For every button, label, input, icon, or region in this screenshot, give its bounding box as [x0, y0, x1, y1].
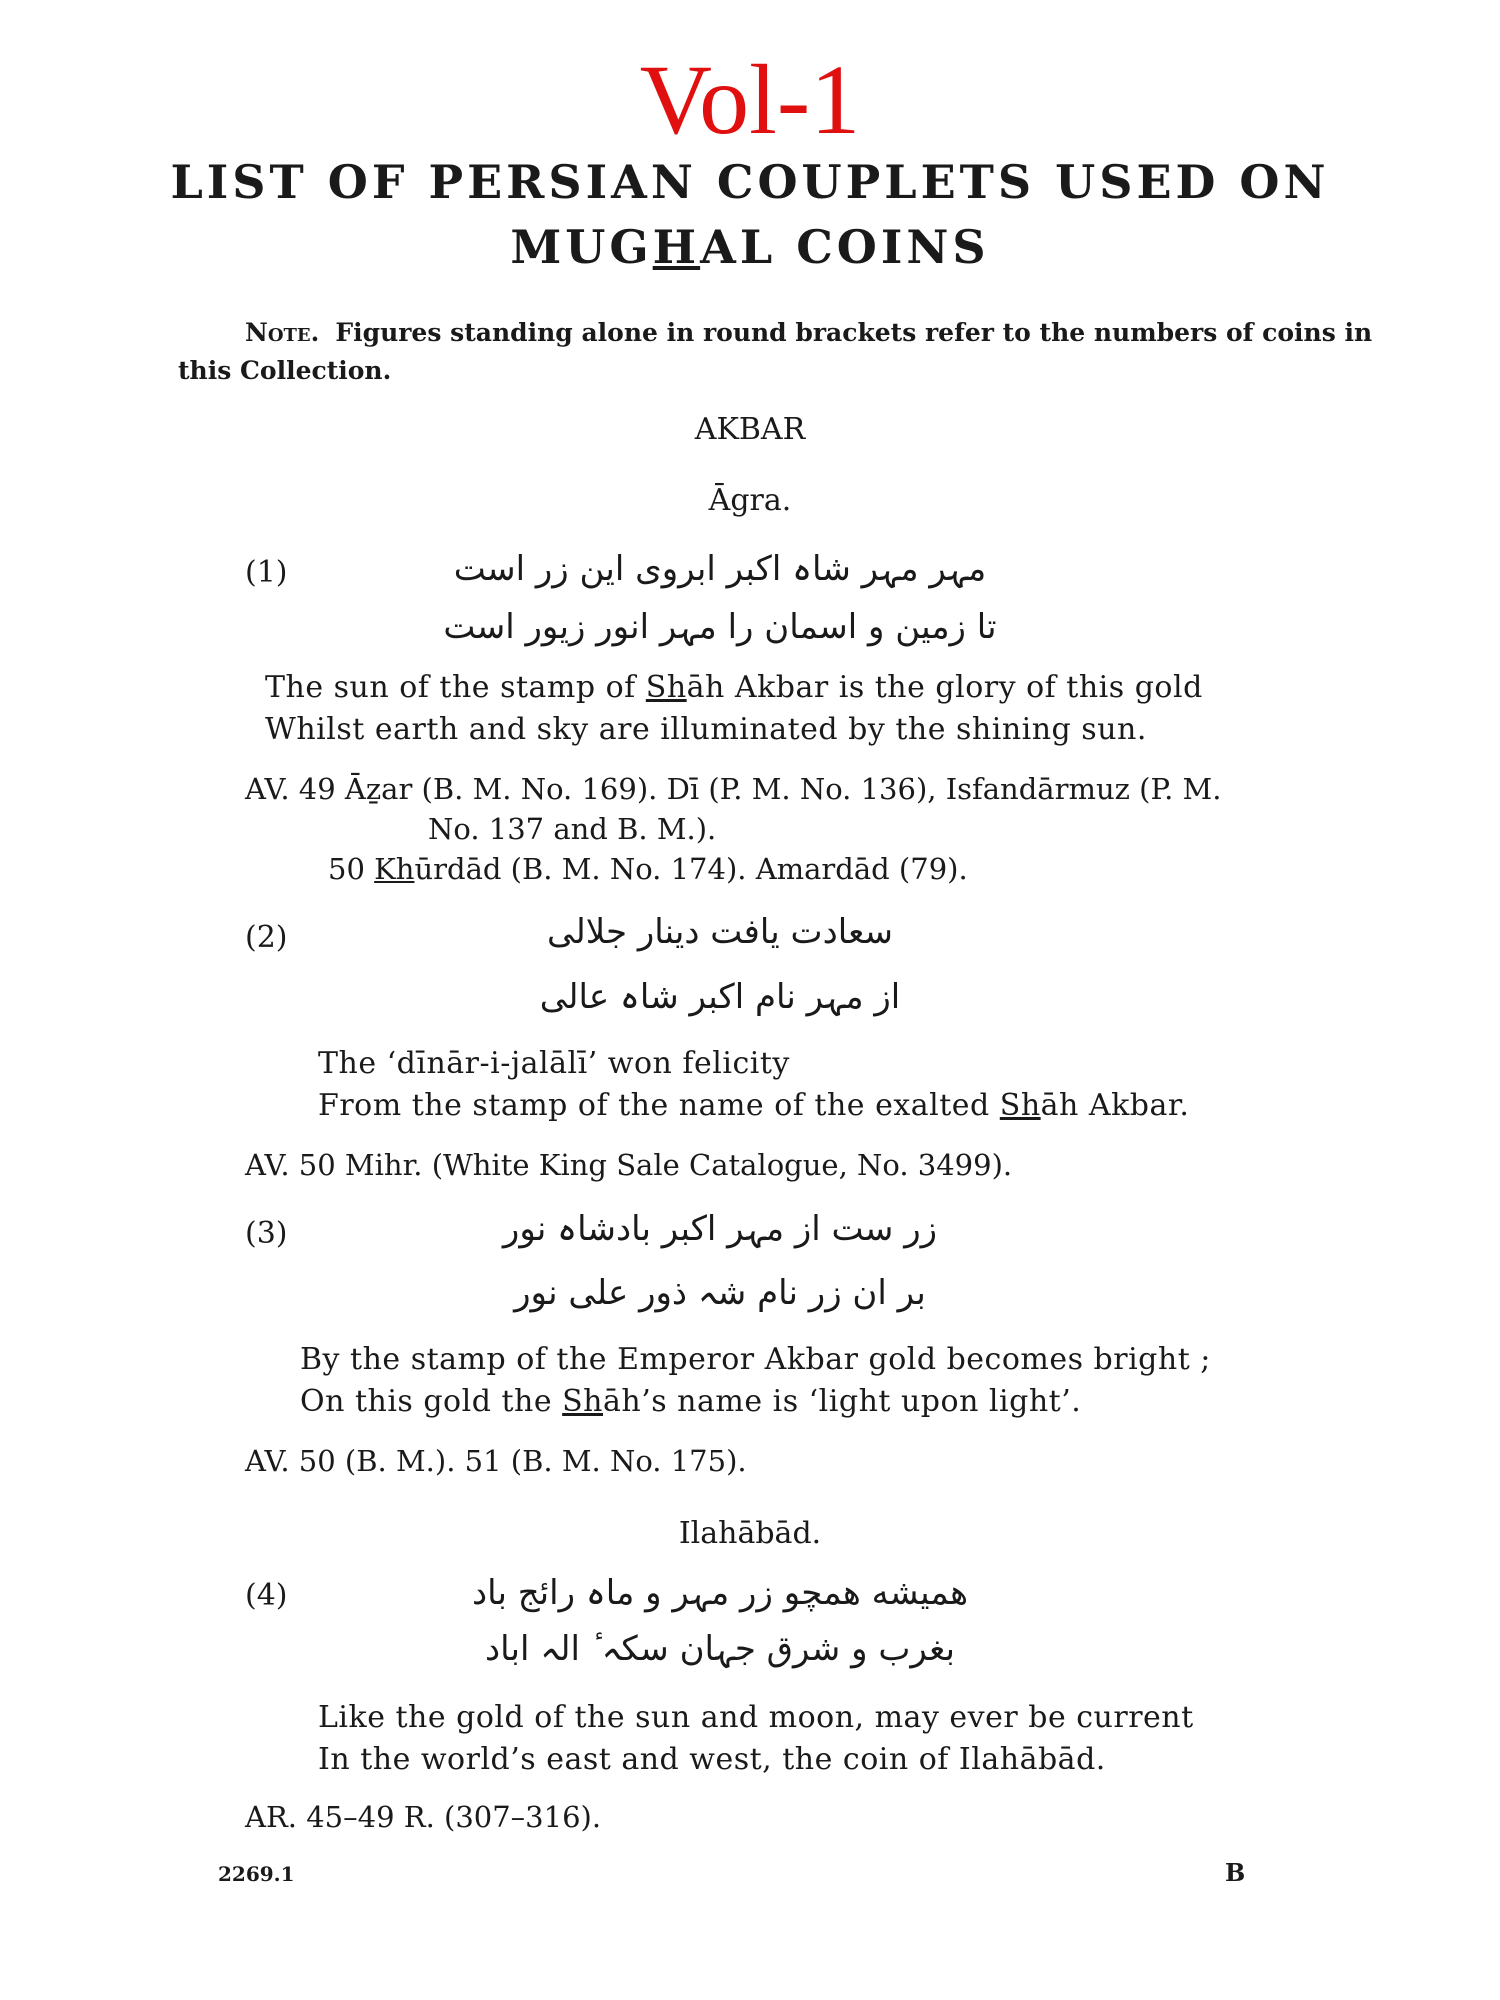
- subheading-ilahabad: Ilahābād.: [678, 1516, 822, 1551]
- couplet-number: (4): [245, 1578, 288, 1613]
- persian-verse-2: تا زمین و اسمان را مہر انور زیور است: [443, 607, 997, 647]
- translation-line-2: On this gold the Shāh’s name is ‘light upon light’.: [300, 1384, 1082, 1419]
- couplet-number: (3): [245, 1216, 288, 1251]
- section-heading-akbar: AKBAR: [694, 412, 806, 447]
- persian-verse-1: سعادت یافت دینار جلالی: [547, 912, 893, 952]
- coin-reference-1: AR. 45–49 R. (307–316).: [245, 1800, 602, 1834]
- translation-line-2: Whilst earth and sky are illuminated by the shining sun.: [265, 712, 1147, 747]
- persian-verse-1: مہر مہر شاہ اکبر ابروی این زر است: [453, 549, 987, 589]
- coin-reference-1: AV. 49 Āẕar (B. M. No. 169). Dī (P. M. No. 136), Isfandārmuz (P. M.: [245, 772, 1222, 806]
- signature-mark: 2269.1: [218, 1862, 295, 1886]
- coin-reference-2: No. 137 and B. M.).: [428, 812, 717, 846]
- translation-line-1: By the stamp of the Emperor Akbar gold becomes bright ;: [300, 1342, 1211, 1377]
- couplet-number: (1): [245, 555, 288, 590]
- translation-line-1: The sun of the stamp of Shāh Akbar is the glory of this gold: [265, 670, 1203, 705]
- translation-line-1: The ‘dīnār-i-jalālī’ won felicity: [318, 1046, 790, 1081]
- coin-reference-1: AV. 50 (B. M.). 51 (B. M. No. 175).: [245, 1444, 747, 1478]
- page-signature-letter: B: [1225, 1858, 1246, 1887]
- coin-reference-3: 50 Khūrdād (B. M. No. 174). Amardād (79).: [328, 852, 968, 886]
- persian-verse-1: زر ست از مہر اکبر بادشاہ نور: [502, 1209, 938, 1249]
- translation-line-2: From the stamp of the name of the exalted Shāh Akbar.: [318, 1088, 1190, 1123]
- coin-reference-1: AV. 50 Mihr. (White King Sale Catalogue, No. 3499).: [245, 1148, 1013, 1182]
- persian-verse-2: بر ان زر نام شہ ذور علی نور: [514, 1273, 926, 1313]
- subheading-agra: Āgra.: [708, 483, 792, 518]
- persian-verse-2: بغرب و شرق جہان سکہ ٔ الہ اباد: [485, 1629, 955, 1669]
- translation-line-2: In the world’s east and west, the coin of Ilahābād.: [318, 1742, 1106, 1777]
- note-line-2: this Collection.: [178, 356, 392, 385]
- translation-line-1: Like the gold of the sun and moon, may ever be current: [318, 1700, 1194, 1735]
- note-line-1: Note. Figures standing alone in round brackets refer to the numbers of coins in: [245, 318, 1373, 347]
- page-title-line-2: MUGHAL COINS: [510, 220, 990, 274]
- couplet-number: (2): [245, 920, 288, 955]
- page-title-line-1: LIST OF PERSIAN COUPLETS USED ON: [170, 155, 1330, 209]
- persian-verse-2: از مہر نام اکبر شاہ عالی: [539, 977, 901, 1017]
- persian-verse-1: همیشه همچو زر مہر و ماہ رائج باد: [471, 1573, 969, 1613]
- volume-label: Vol-1: [639, 44, 861, 155]
